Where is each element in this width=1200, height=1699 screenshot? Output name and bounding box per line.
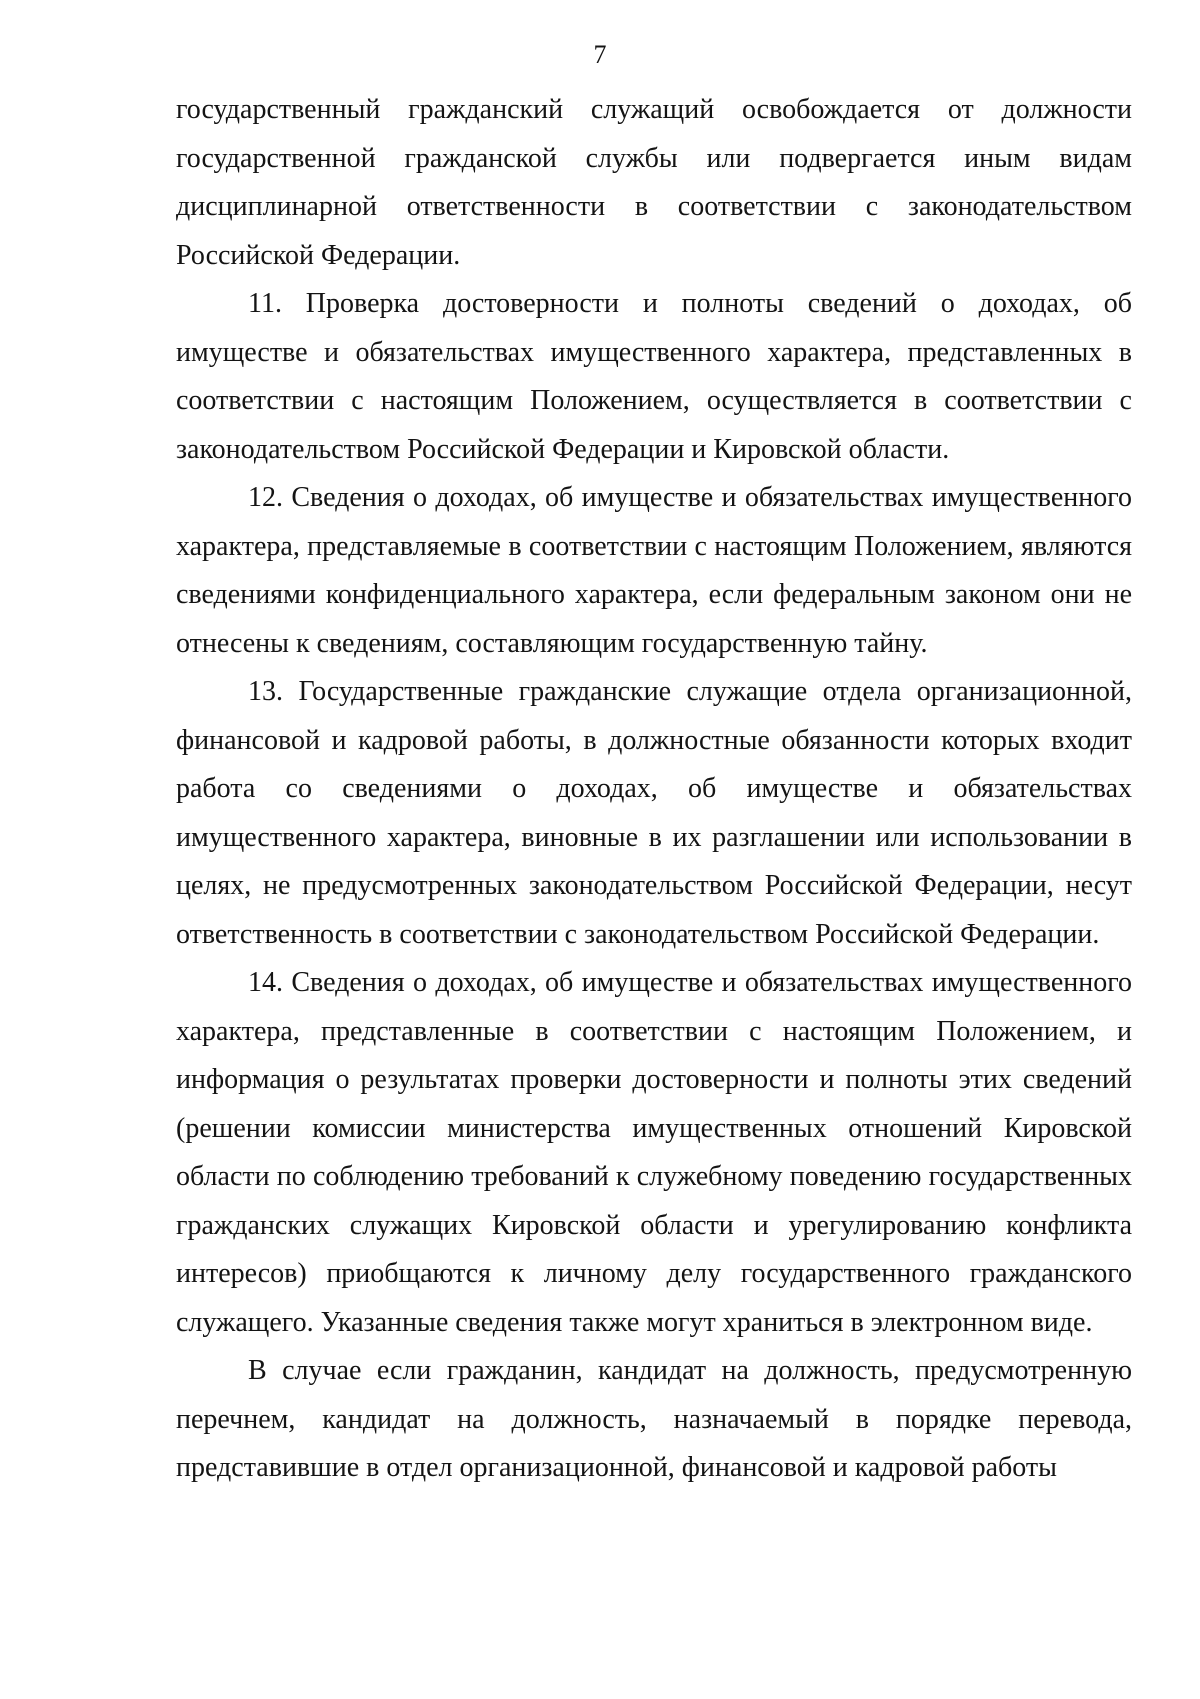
paragraph-item-13: 13. Государственные гражданские служащие отдела организационной, финансовой и кадровой работы, в должностные обязанности которых входит работа со сведениями о доходах, об имуществе и обязательствах имущественного характера, виновные в их разглашении или использовании в целях, не предусмотренных законодательством Российской Федерации, несут ответственность в соответствии с законодательством Российской Федерации. <box>176 676 1132 950</box>
document-body <box>176 86 1132 1493</box>
page-number: 7 <box>593 40 607 69</box>
paragraph-item-11: 11. Проверка достоверности и полноты сведений о доходах, об имуществе и обязательствах имущественного характера, представленных в соответствии с настоящим Положением, осуществляется в соответствии с законодательством Российской Федерации и Кировской области. <box>176 288 1132 465</box>
paragraph-continuation: государственный гражданский служащий освобождается от должности государственной гражданской службы или подвергается иным видам дисциплинарной ответственности в соответствии с законодательством Российской Федерации. <box>176 94 1132 271</box>
paragraph-item-14-continued: В случае если гражданин, кандидат на должность, предусмотренную перечнем, кандидат на должность, назначаемый в порядке перевода, представившие в отдел организационной, финансовой и кадровой работы <box>176 1355 1132 1483</box>
paragraph-item-12: 12. Сведения о доходах, об имуществе и обязательствах имущественного характера, представляемые в соответствии с настоящим Положением, являются сведениями конфиденциального характера, если федеральным законом они не отнесены к сведениям, составляющим государственную тайну. <box>176 482 1132 659</box>
paragraph-item-14: 14. Сведения о доходах, об имуществе и обязательствах имущественного характера, представленные в соответствии с настоящим Положением, и информация о результатах проверки достоверности и полноты этих сведений (решении комиссии министерства имущественных отношений Кировской области по соблюдению требований к служебному поведению государственных гражданских служащих Кировской области и урегулированию конфликта интересов) приобщаются к личному делу государственного гражданского служащего. Указанные сведения также могут храниться в электронном виде. <box>176 967 1132 1338</box>
